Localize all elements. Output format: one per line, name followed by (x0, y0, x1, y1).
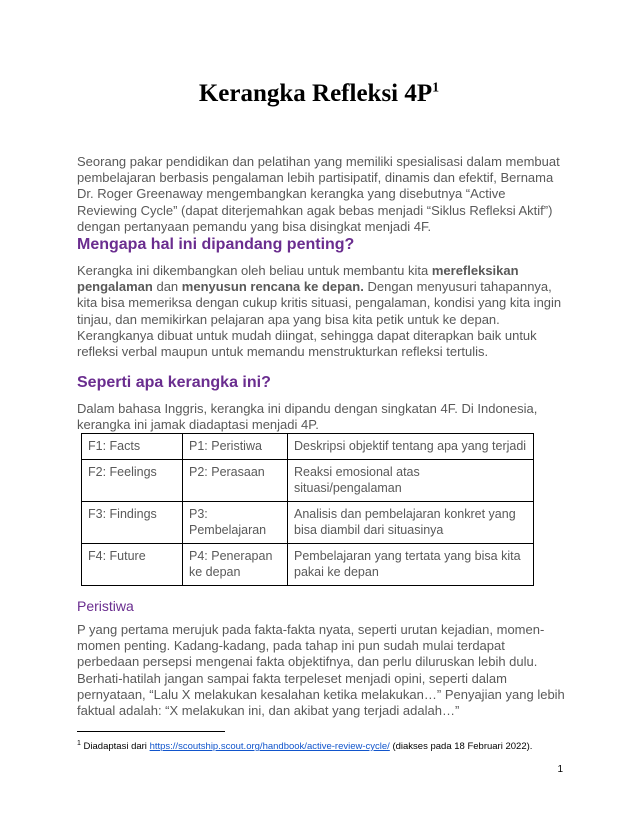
table-cell: Pembelajaran yang tertata yang bisa kita pakai ke depan (288, 544, 534, 586)
table-cell: F2: Feelings (82, 460, 183, 502)
table-row (82, 544, 534, 586)
intro-paragraph: Seorang pakar pendidikan dan pelatihan yang memiliki spesialisasi dalam membuat pembelajaran berbasis pengalaman lebih partisipatif, dinamis dan efektif, Bernama Dr. Roger Greenaway mengembangkan kerangka yang disebutnya “Active Reviewing Cycle” (dapat diterjemahkan agak bebas menjadi “Siklus Refleksi Aktif”) dengan pertanyaan pemandu yang bisa disingkat menjadi 4F. (77, 154, 560, 234)
table-cell: Reaksi emosional atas situasi/pengalaman (288, 460, 534, 502)
footnote (77, 738, 567, 753)
table-cell: F3: Findings (82, 502, 183, 544)
title-footnote-ref[interactable]: 1 (432, 80, 440, 96)
section-heading-what: Seperti apa kerangka ini? (77, 374, 271, 391)
table-cell: F4: Future (82, 544, 183, 586)
table-cell: P3: Pembelajaran (183, 502, 288, 544)
page-title (0, 80, 638, 108)
why-text-3: Dengan menyusuri tahapannya, kita bisa memeriksa dengan cukup kritis situasi, pengalaman, kondisi yang kita ingin tinjau, dan memikirkan pelajaran apa yang bisa kita petik untuk ke depan. Kerangkanya dibuat untuk mudah diingat, sehingga dapat diterapkan baik untuk refleksi verbal maupun untuk memandu menstrukturkan refleksi tertulis. (77, 279, 562, 360)
subsection-heading-peristiwa: Peristiwa (77, 598, 134, 614)
what-paragraph: Dalam bahasa Inggris, kerangka ini dipandu dengan singkatan 4F. Di Indonesia, kerangka ini jamak diadaptasi menjadi 4P. (77, 401, 538, 433)
table-row (82, 460, 534, 502)
framework-table (81, 433, 534, 586)
why-text-1: Kerangka ini dikembangkan oleh beliau untuk membantu kita (77, 263, 432, 278)
footnote-text-before: Diadaptasi dari (80, 741, 150, 753)
why-text-2: dan (152, 279, 182, 295)
footnote-divider (77, 731, 225, 732)
title-text: Kerangka Refleksi 4P (198, 80, 433, 107)
footnote-link[interactable]: https://scoutship.scout.org/handbook/active-review-cycle/ (149, 741, 390, 753)
table-cell: Deskripsi objektif tentang apa yang terjadi (288, 434, 534, 460)
table-cell: P2: Perasaan (183, 460, 288, 502)
table-cell: Analisis dan pembelajaran konkret yang bisa diambil dari situasinya (288, 502, 534, 544)
why-paragraph (77, 263, 567, 360)
why-bold-2: menyusun rencana ke depan. (181, 279, 364, 295)
table-row (82, 434, 534, 460)
section-heading-why: Mengapa hal ini dipandang penting? (77, 236, 355, 253)
footnote-number: 1 (77, 740, 81, 747)
table-cell: F1: Facts (82, 434, 183, 460)
peristiwa-paragraph: P yang pertama merujuk pada fakta-fakta nyata, seperti urutan kejadian, momen-momen penting. Kadang-kadang, pada tahap ini pun sudah mulai terdapat perbedaan persepsi mengenai fakta objektifnya, dan perlu diluruskan lebih dulu. Berhati-hatilah jangan sampai fakta terpeleset menjadi opini, seperti dalam pernyataan, “Lalu X melakukan kesalahan ketika melakukan…” Penyajian yang lebih faktual adalah: “X melakukan ini, dan akibat yang terjadi adalah…” (77, 622, 565, 719)
page-number: 1 (557, 764, 563, 775)
why-bold-1: merefleksikan pengalaman (77, 263, 519, 295)
table-cell: P4: Penerapan ke depan (183, 544, 288, 586)
table-cell: P1: Peristiwa (183, 434, 288, 460)
table-row (82, 502, 534, 544)
footnote-text-after: (diakses pada 18 Februari 2022). (389, 741, 533, 753)
